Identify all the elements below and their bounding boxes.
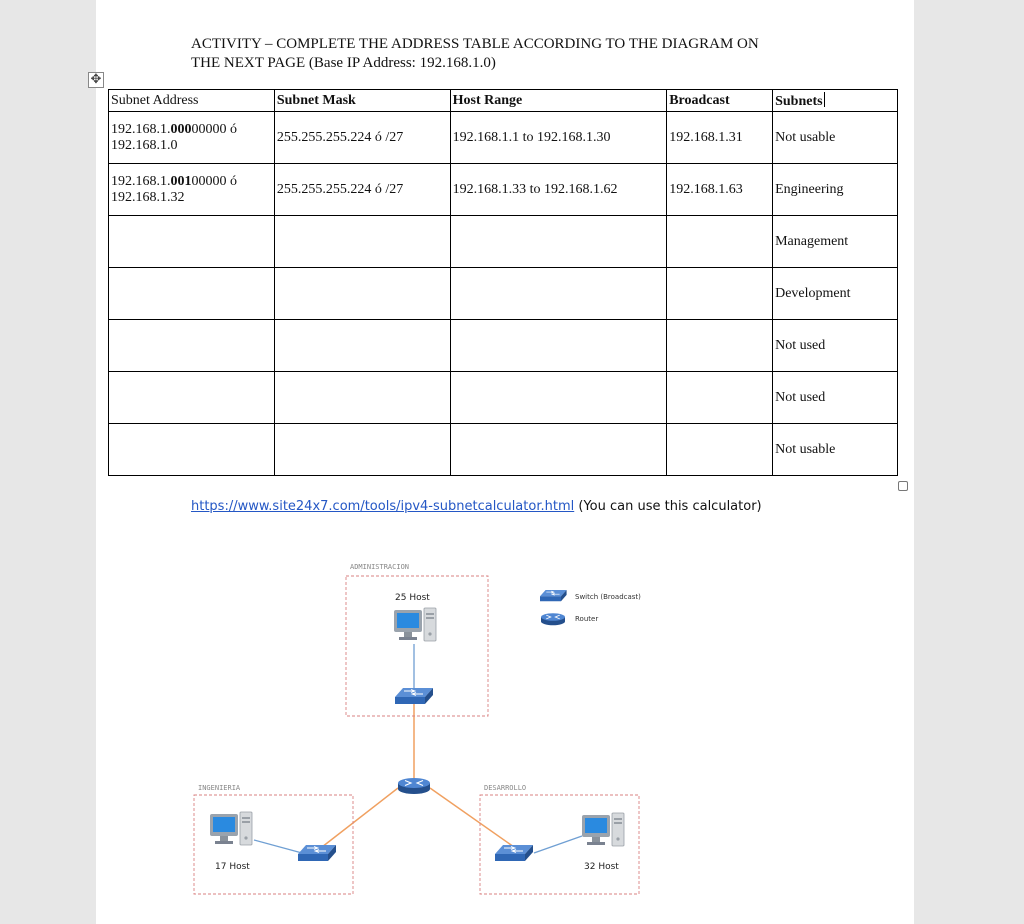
addr-rest: 00000 ó: [191, 173, 237, 189]
title-line-1: ACTIVITY – COMPLETE THE ADDRESS TABLE ACCORDING TO THE DIAGRAM ON: [191, 36, 759, 52]
host-count-desarrollo: 32 Host: [584, 862, 619, 872]
header-subnet-address[interactable]: Subnet Address: [109, 90, 275, 112]
cell-host-range[interactable]: 192.168.1.33 to 192.168.1.62: [450, 164, 667, 216]
addr-dotted: 192.168.1.32: [111, 189, 185, 205]
switch-icon: [395, 688, 433, 704]
computer-icon: [394, 608, 436, 641]
cell-subnet[interactable]: Not used: [773, 320, 898, 372]
group-administracion: [346, 563, 488, 716]
switch-icon: [495, 845, 533, 861]
header-host-range[interactable]: Host Range: [450, 90, 667, 112]
addr-prefix: 192.168.1.: [111, 121, 171, 137]
legend-router-label: Router: [575, 615, 599, 623]
router-icon: [398, 778, 430, 794]
computer-icon: [582, 813, 624, 846]
cell-subnet[interactable]: Management: [773, 216, 898, 268]
connection-lines: [254, 644, 582, 853]
host-count-administracion: 25 Host: [395, 593, 430, 603]
cell-subnet[interactable]: Not usable: [773, 424, 898, 476]
group-label-desarrollo: DESARROLLO: [484, 784, 527, 792]
group-ingenieria: [194, 784, 353, 894]
router: [398, 778, 430, 794]
addr-prefix: 192.168.1.: [111, 173, 171, 189]
cell-subnet-mask[interactable]: 255.255.255.224 ó /27: [274, 164, 450, 216]
legend-router-icon: [541, 613, 565, 625]
header-subnet-mask[interactable]: Subnet Mask: [274, 90, 450, 112]
cell-broadcast[interactable]: 192.168.1.31: [667, 112, 773, 164]
cell-broadcast[interactable]: 192.168.1.63: [667, 164, 773, 216]
host-count-ingenieria: 17 Host: [215, 862, 250, 872]
addr-bold-bits: 000: [170, 121, 192, 137]
title-line-2: THE NEXT PAGE (Base IP Address: 192.168.1.0): [191, 55, 496, 71]
header-subnets-label: Subnets: [775, 93, 823, 109]
cell-subnet[interactable]: Development: [773, 268, 898, 320]
legend-switch-icon: [540, 590, 567, 601]
cell-subnet[interactable]: Not usable: [773, 112, 898, 164]
calculator-link[interactable]: https://www.site24x7.com/tools/ipv4-subnetcalculator.html: [191, 499, 575, 514]
group-label-ingenieria: INGENIERIA: [198, 784, 241, 792]
cell-subnet[interactable]: Not used: [773, 372, 898, 424]
switch-icon: [298, 845, 336, 861]
cell-subnet[interactable]: Engineering: [773, 164, 898, 216]
cell-subnet-mask[interactable]: 255.255.255.224 ó /27: [274, 112, 450, 164]
addr-rest: 00000 ó: [191, 121, 237, 137]
diagram-legend: [540, 590, 641, 625]
table-move-handle-icon[interactable]: ✥: [88, 72, 104, 88]
header-broadcast[interactable]: Broadcast: [667, 90, 773, 112]
group-label-administracion: ADMINISTRACION: [350, 563, 410, 571]
cell-host-range[interactable]: 192.168.1.1 to 192.168.1.30: [450, 112, 667, 164]
calculator-hint: (You can use this calculator): [574, 499, 762, 514]
computer-icon: [210, 812, 252, 845]
addr-dotted: 192.168.1.0: [111, 137, 178, 153]
addr-bold-bits: 001: [170, 173, 192, 189]
legend-switch-label: Switch (Broadcast): [575, 593, 641, 601]
